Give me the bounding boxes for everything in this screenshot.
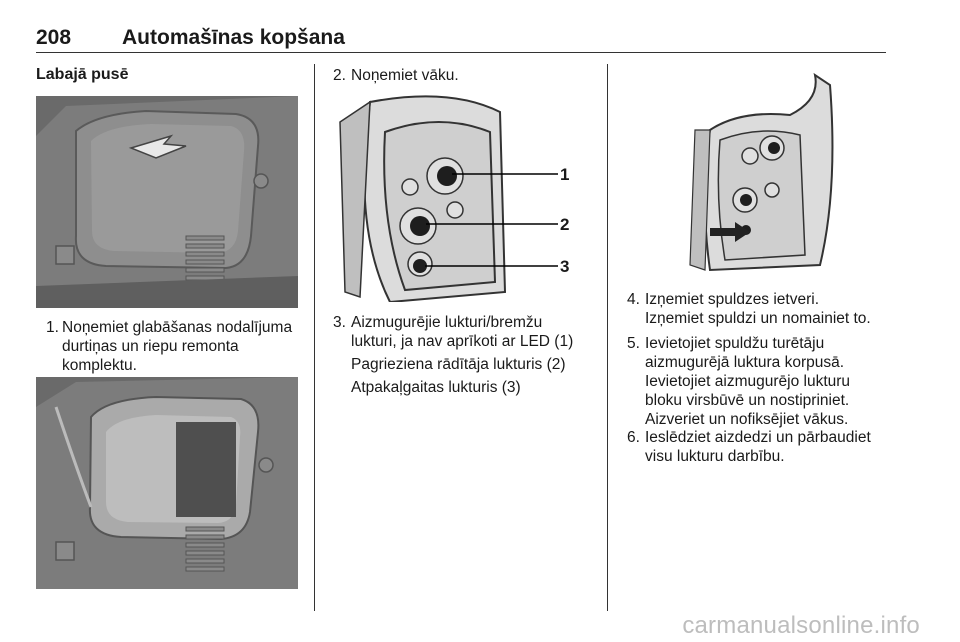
step-line: Ievietojiet aizmugurējo lukturu — [645, 373, 851, 390]
step-line: aizmugurējā luktura korpusā. — [645, 354, 845, 371]
page-header — [36, 26, 886, 52]
step-line: Aizveriet un nofiksējiet vākus. — [645, 411, 849, 428]
step-line: Noņemiet vāku. — [351, 67, 459, 84]
callout-2: 2 — [560, 215, 570, 234]
step-line: komplektu. — [62, 357, 137, 374]
callout-3: 3 — [560, 257, 570, 276]
step-line: Noņemiet glabāšanas nodalījuma — [62, 319, 293, 336]
trunk-open-compartment-illustration — [36, 377, 298, 589]
page-number: 208 — [36, 26, 72, 49]
bulb-holder-illustration — [680, 70, 840, 275]
tail-lamp-bulb-illustration — [330, 92, 592, 302]
step-line: Izņemiet spuldzes ietveri. — [645, 291, 820, 308]
note-reversing-lamp: Atpakaļgaitas lukturis (3) — [351, 379, 521, 396]
step-number: 6. — [627, 429, 640, 446]
step-line: visu lukturu darbību. — [645, 448, 785, 465]
trunk-floor-illustration — [36, 96, 298, 308]
step-line: Ieslēdziet aizdedzi un pārbaudiet — [645, 429, 871, 446]
step-line: Aizmugurējie lukturi/bremžu — [351, 314, 543, 331]
header-divider — [36, 52, 886, 53]
column-divider-left — [314, 64, 315, 611]
step-line: Izņemiet spuldzi un nomainiet to. — [645, 310, 871, 327]
step-number: 3. — [333, 314, 346, 331]
callout-1: 1 — [560, 165, 570, 184]
step-number: 1. — [46, 319, 59, 336]
step-number: 5. — [627, 335, 640, 352]
chapter-title: Automašīnas kopšana — [122, 26, 345, 49]
step-line: Ievietojiet spuldžu turētāju — [645, 335, 825, 352]
section-title: Labajā pusē — [36, 66, 129, 83]
step-number: 4. — [627, 291, 640, 308]
watermark: carmanualsonline.info — [682, 612, 920, 639]
step-line: bloku virsbūvē un nostipriniet. — [645, 392, 850, 409]
column-divider-right — [607, 64, 608, 611]
step-line: lukturi, ja nav aprīkoti ar LED (1) — [351, 333, 574, 350]
step-line: durtiņas un riepu remonta — [62, 338, 239, 355]
note-turn-signal: Pagrieziena rādītāja lukturis (2) — [351, 356, 566, 373]
step-number: 2. — [333, 67, 346, 84]
